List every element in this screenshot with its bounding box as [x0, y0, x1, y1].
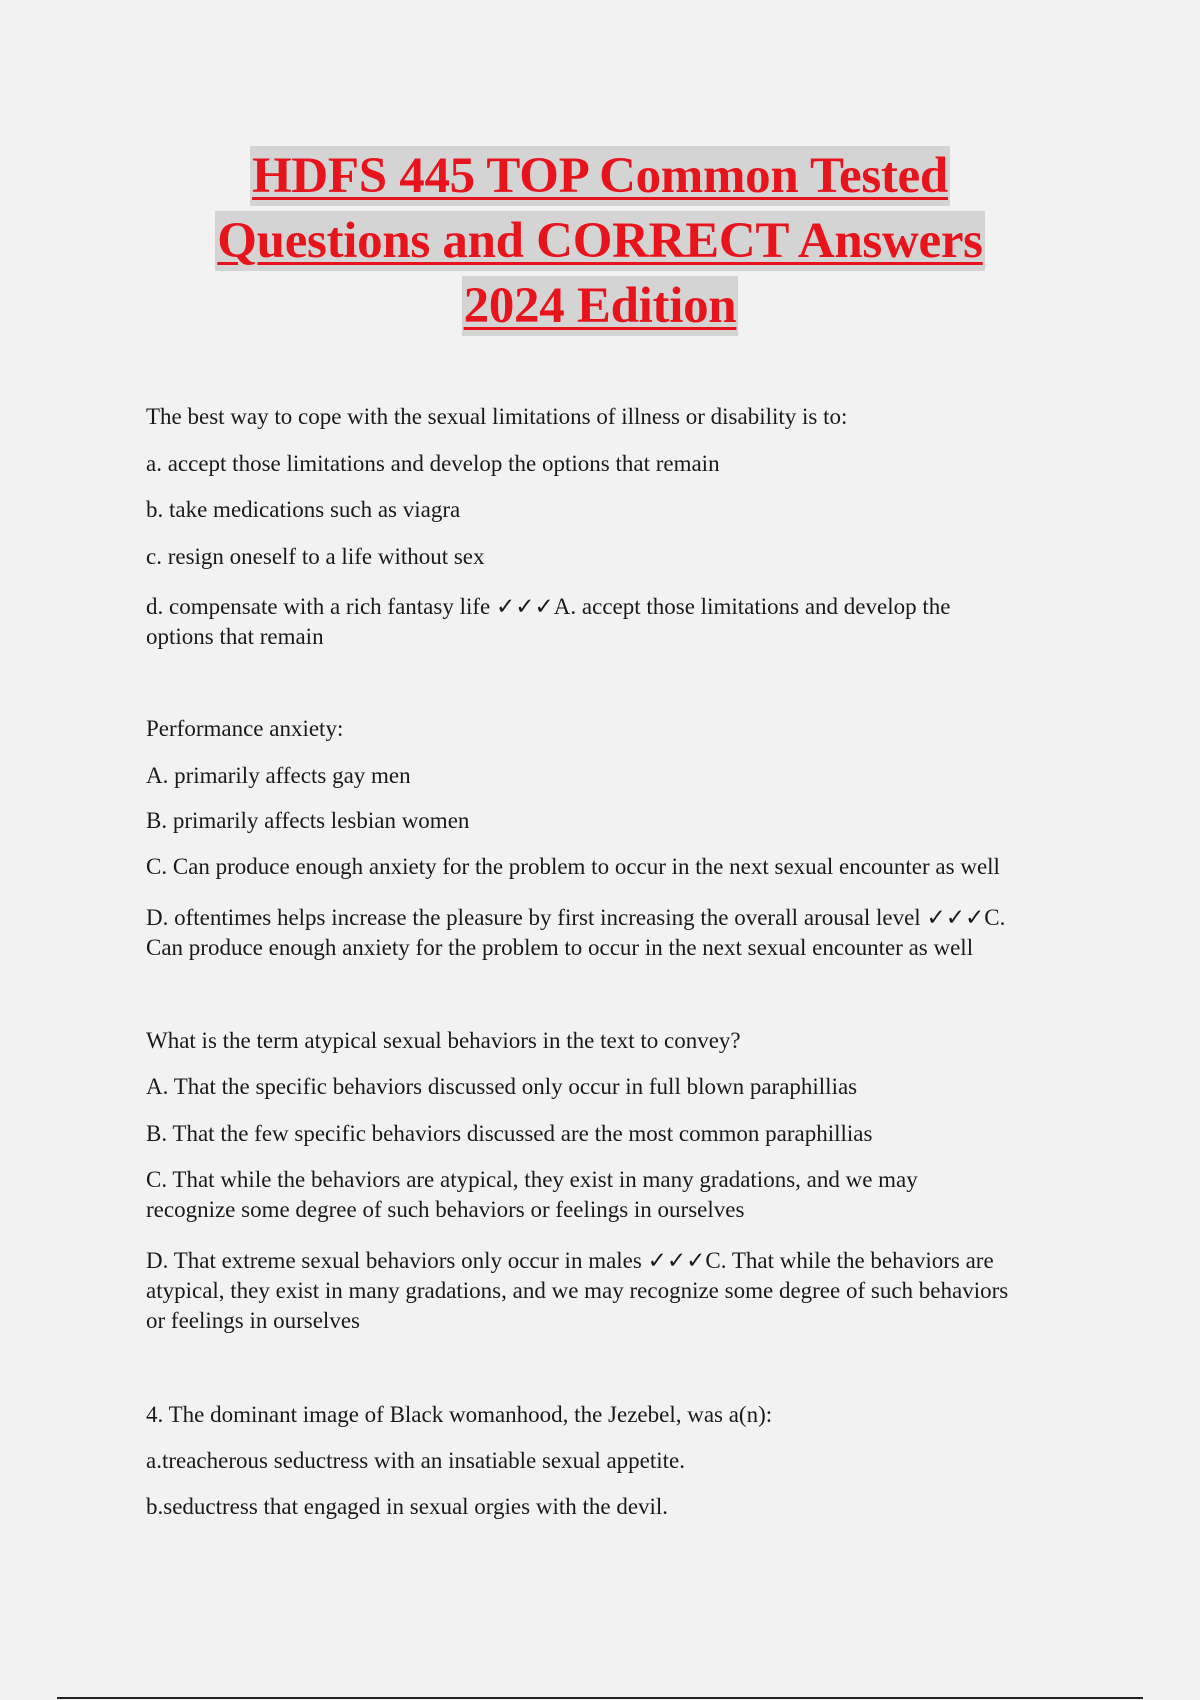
question-3-option-b: B. That the few specific behaviors discussed are the most common paraphillias [146, 1121, 873, 1146]
question-2-option-a: A. primarily affects gay men [146, 763, 411, 788]
question-3-option-c-cont: recognize some degree of such behaviors or feelings in ourselves [146, 1197, 745, 1222]
question-3-answer-cont-2: or feelings in ourselves [146, 1308, 360, 1333]
question-4-option-b: b.seductress that engaged in sexual orgies with the devil. [146, 1494, 669, 1519]
question-4-option-a: a.treacherous seductress with an insatiable sexual appetite. [146, 1448, 686, 1473]
question-3-option-d-answer: D. That extreme sexual behaviors only occur in males ✓✓✓C. That while the behaviors are [146, 1248, 994, 1273]
question-1-stem: The best way to cope with the sexual limitations of illness or disability is to: [146, 404, 848, 429]
title-text-3: 2024 Edition [463, 278, 737, 334]
question-1-answer-cont: options that remain [146, 624, 324, 649]
question-1-option-b: b. take medications such as viagra [146, 497, 461, 522]
question-1-option-c: c. resign oneself to a life without sex [146, 544, 485, 569]
question-2-stem: Performance anxiety: [146, 716, 344, 741]
question-2-answer-cont: Can produce enough anxiety for the problem to occur in the next sexual encounter as well [146, 935, 974, 960]
title-line-1 [0, 146, 1200, 211]
document-title [0, 146, 1200, 341]
page-bottom-rule [57, 1697, 1143, 1699]
question-4-stem: 4. The dominant image of Black womanhood, the Jezebel, was a(n): [146, 1402, 773, 1427]
question-1-option-a: a. accept those limitations and develop the options that remain [146, 451, 720, 476]
title-text-2: Questions and CORRECT Answers [217, 213, 983, 269]
question-3-option-c: C. That while the behaviors are atypical, they exist in many gradations, and we may [146, 1167, 918, 1192]
question-2-option-d-answer: D. oftentimes helps increase the pleasure by first increasing the overall arousal level ✓✓✓C. [146, 905, 1006, 930]
question-2-option-b: B. primarily affects lesbian women [146, 808, 470, 833]
question-3-answer-cont-1: atypical, they exist in many gradations, and we may recognize some degree of such behaviors [146, 1278, 1009, 1303]
question-3-option-a: A. That the specific behaviors discussed only occur in full blown paraphillias [146, 1074, 858, 1099]
question-2-option-c: C. Can produce enough anxiety for the problem to occur in the next sexual encounter as well [146, 854, 1000, 879]
title-line-2 [0, 211, 1200, 276]
question-1-option-d-answer: d. compensate with a rich fantasy life ✓✓✓A. accept those limitations and develop the [146, 594, 951, 619]
question-3-stem: What is the term atypical sexual behaviors in the text to convey? [146, 1028, 741, 1053]
title-text-1: HDFS 445 TOP Common Tested [252, 148, 948, 204]
title-line-3 [0, 276, 1200, 341]
